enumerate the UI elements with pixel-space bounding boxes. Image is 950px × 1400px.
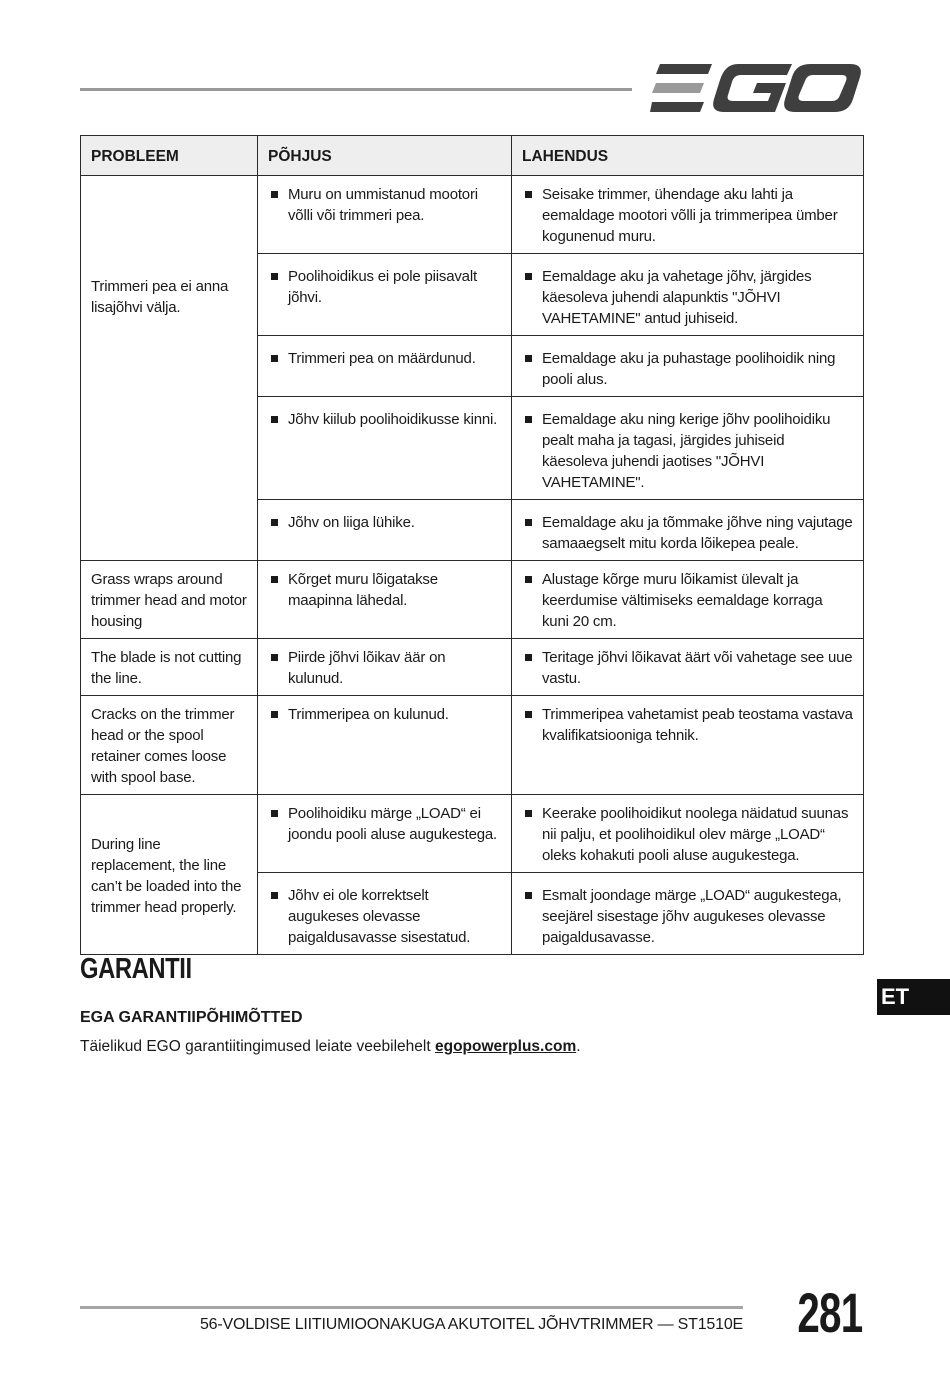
- solution-item: Alustage kõrge muru lõikamist ülevalt ja keerdumise vältimiseks eemaldage korraga kuni 20 cm.: [522, 569, 853, 632]
- solution-item: Eemaldage aku ja tõmmake jõhve ning vajutage samaaegselt mitu korda lõikepea peale.: [522, 512, 853, 554]
- problem-cell: Grass wraps around trimmer head and motor housing: [81, 561, 258, 639]
- table-row: [81, 176, 864, 254]
- solution-item: Eemaldage aku ja vahetage jõhv, järgides käesoleva juhendi alapunktis "JÕHVI VAHETAMINE" antud juhiseid.: [522, 266, 853, 329]
- solution-cell: [512, 176, 864, 254]
- cause-item: Piirde jõhvi lõikav äär on kulunud.: [268, 647, 501, 689]
- column-header-problem: PROBLEEM: [81, 136, 258, 176]
- solution-cell: [512, 336, 864, 397]
- solution-cell: [512, 639, 864, 696]
- troubleshooting-table: [80, 135, 864, 955]
- solution-item: Eemaldage aku ning kerige jõhv poolihoidiku pealt maha ja tagasi, järgides juhiseid käesoleva juhendi jaotises "JÕHVI VAHETAMINE".: [522, 409, 853, 493]
- solution-item: Keerake poolihoidikut noolega näidatud suunas nii palju, et poolihoidikul olev märge „LOAD“ oleks kohakuti pooli aluse augukestega.: [522, 803, 853, 866]
- warranty-title: GARANTII: [80, 953, 192, 985]
- cause-cell: [258, 873, 512, 955]
- cause-cell: [258, 397, 512, 500]
- table-row: [81, 561, 864, 639]
- header-rule: [80, 88, 632, 91]
- cause-cell: [258, 254, 512, 336]
- footer-rule: [80, 1306, 743, 1309]
- cause-cell: [258, 561, 512, 639]
- cause-cell: [258, 500, 512, 561]
- cause-item: Trimmeri pea on määrdunud.: [268, 348, 501, 369]
- table-row: [81, 795, 864, 873]
- warranty-link[interactable]: egopowerplus.com: [434, 1038, 577, 1055]
- solution-cell: [512, 696, 864, 795]
- problem-cell: During line replacement, the line can’t be loaded into the trimmer head properly.: [81, 795, 258, 955]
- cause-cell: [258, 696, 512, 795]
- cause-cell: [258, 176, 512, 254]
- cause-cell: [258, 795, 512, 873]
- problem-cell: Trimmeri pea ei anna lisajõhvi välja.: [81, 176, 258, 561]
- cause-item: Kõrget muru lõigatakse maapinna lähedal.: [268, 569, 501, 611]
- cause-item: Poolihoidikus ei pole piisavalt jõhvi.: [268, 266, 501, 308]
- solution-item: Esmalt joondage märge „LOAD“ augukestega, seejärel sisestage jõhv augukeses olevasse paigaldusavasse.: [522, 885, 853, 948]
- solution-cell: [512, 397, 864, 500]
- warranty-heading: EGA GARANTIIPÕHIMÕTTED: [80, 1009, 303, 1026]
- solution-item: Trimmeripea vahetamist peab teostama vastava kvalifikatsiooniga tehnik.: [522, 704, 853, 746]
- footer-title: 56-VOLDISE LIITIUMIOONAKUGA AKUTOITEL JÕHVTRIMMER — ST1510E: [199, 1316, 743, 1333]
- cause-item: Jõhv ei ole korrektselt augukeses olevasse paigaldusavasse sisestatud.: [268, 885, 501, 948]
- column-header-solution: LAHENDUS: [512, 136, 864, 176]
- solution-cell: [512, 873, 864, 955]
- problem-cell: The blade is not cutting the line.: [81, 639, 258, 696]
- solution-item: Eemaldage aku ja puhastage poolihoidik ning pooli alus.: [522, 348, 853, 390]
- solution-cell: [512, 254, 864, 336]
- column-header-cause: PÕHJUS: [258, 136, 512, 176]
- cause-cell: [258, 639, 512, 696]
- problem-cell: Cracks on the trimmer head or the spool retainer comes loose with spool base.: [81, 696, 258, 795]
- solution-cell: [512, 795, 864, 873]
- table-row: [81, 696, 864, 795]
- cause-item: Trimmeripea on kulunud.: [268, 704, 501, 725]
- solution-cell: [512, 500, 864, 561]
- ego-logo-icon: [650, 62, 862, 114]
- table-header-row: [81, 136, 864, 176]
- solution-cell: [512, 561, 864, 639]
- page-number: 281: [796, 1281, 862, 1344]
- cause-cell: [258, 336, 512, 397]
- warranty-text-before: Täielikud EGO garantiitingimused leiate veebilehelt: [80, 1038, 435, 1055]
- solution-item: Teritage jõhvi lõikavat äärt või vahetage see uue vastu.: [522, 647, 853, 689]
- cause-item: Poolihoidiku märge „LOAD“ ei joondu pooli aluse augukestega.: [268, 803, 501, 845]
- cause-item: Jõhv on liiga lühike.: [268, 512, 501, 533]
- cause-item: Muru on ummistanud mootori võlli või trimmeri pea.: [268, 184, 501, 226]
- table-row: [81, 639, 864, 696]
- warranty-text-after: .: [576, 1038, 581, 1055]
- solution-item: Seisake trimmer, ühendage aku lahti ja eemaldage mootori võlli ja trimmeripea ümber kogunenud muru.: [522, 184, 853, 247]
- warranty-text: [80, 1038, 581, 1056]
- language-tab: ET: [877, 979, 950, 1015]
- cause-item: Jõhv kiilub poolihoidikusse kinni.: [268, 409, 501, 430]
